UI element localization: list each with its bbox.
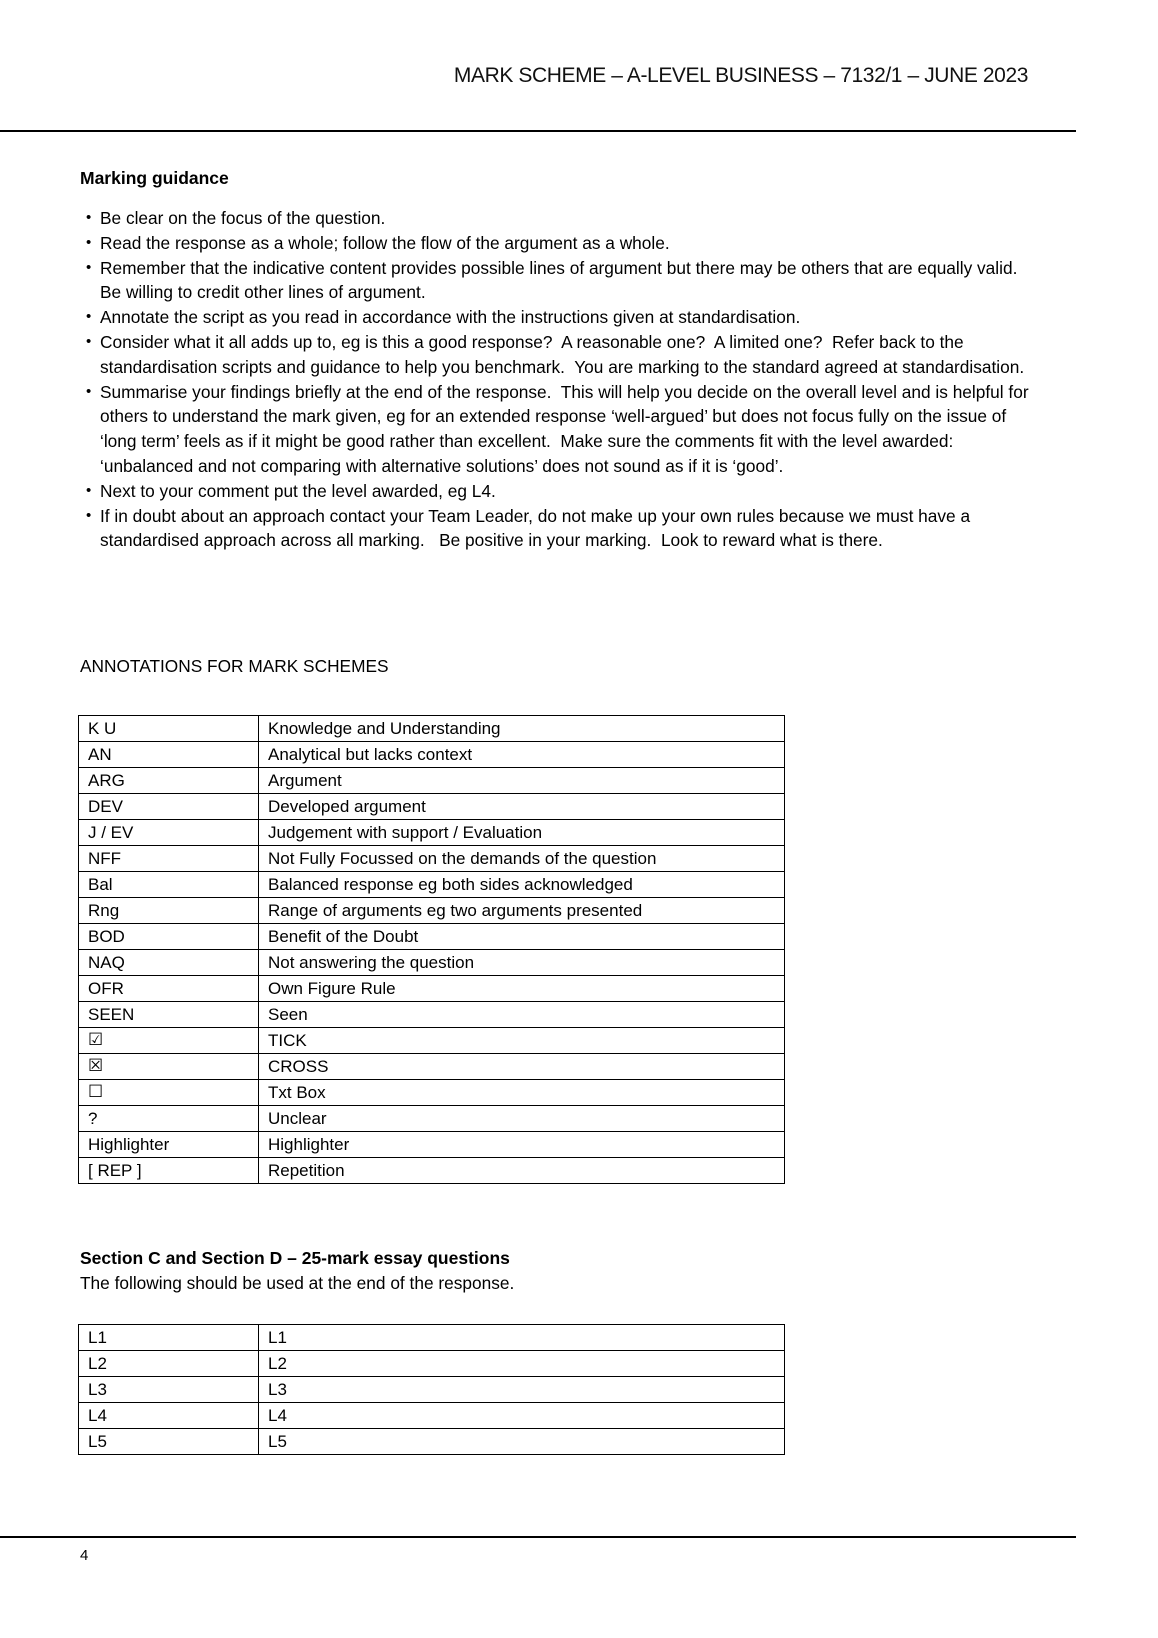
annotation-code: K U (79, 716, 259, 742)
levels-table-wrap (78, 1324, 785, 1455)
annotation-meaning: Own Figure Rule (259, 976, 785, 1002)
annotation-row (79, 1132, 785, 1158)
level-row (79, 1325, 785, 1351)
level-row (79, 1377, 785, 1403)
annotation-meaning: Developed argument (259, 794, 785, 820)
annotation-meaning: Benefit of the Doubt (259, 924, 785, 950)
marking-guidance-heading: Marking guidance (80, 168, 229, 188)
list-item (80, 479, 1030, 504)
annotation-code: NAQ (79, 950, 259, 976)
annotation-code: AN (79, 742, 259, 768)
annotation-meaning: Not answering the question (259, 950, 785, 976)
annotation-meaning: Unclear (259, 1106, 785, 1132)
list-item-text: Next to your comment put the level awarded, eg L4. (100, 480, 496, 501)
annotation-meaning: Judgement with support / Evaluation (259, 820, 785, 846)
annotation-code: J / EV (79, 820, 259, 846)
level-label: L1 (259, 1325, 785, 1351)
cross-checkbox-icon: ☒ (79, 1054, 259, 1080)
level-code: L2 (79, 1351, 259, 1377)
level-label: L5 (259, 1429, 785, 1455)
annotation-row (79, 1002, 785, 1028)
annotation-code: Bal (79, 872, 259, 898)
annotation-meaning: Seen (259, 1002, 785, 1028)
annotation-meaning: TICK (259, 1028, 785, 1054)
annotations-heading: ANNOTATIONS FOR MARK SCHEMES (80, 656, 389, 676)
level-row (79, 1351, 785, 1377)
annotation-code: DEV (79, 794, 259, 820)
annotation-row (79, 1028, 785, 1054)
page-number: 4 (80, 1547, 89, 1564)
list-item-text: Be clear on the focus of the question. (100, 208, 386, 228)
level-label: L3 (259, 1377, 785, 1403)
annotation-meaning: Analytical but lacks context (259, 742, 785, 768)
level-label: L4 (259, 1403, 785, 1429)
annotation-row (79, 950, 785, 976)
annotations-table-wrap (78, 715, 785, 1184)
annotation-meaning: Balanced response eg both sides acknowledged (259, 872, 785, 898)
annotation-code: NFF (79, 846, 259, 872)
annotation-meaning: Highlighter (259, 1132, 785, 1158)
list-item-text: Remember that the indicative content provides possible lines of argument but there may be others that are equally valid. Be willing to credit other lines of argument. (100, 257, 1027, 303)
section-cd-subtitle: The following should be used at the end of the response. (80, 1273, 515, 1293)
annotation-code: [ REP ] (79, 1158, 259, 1184)
annotation-row (79, 794, 785, 820)
levels-table (78, 1324, 785, 1455)
level-row (79, 1429, 785, 1455)
annotation-row (79, 872, 785, 898)
tick-checkbox-icon: ☑ (79, 1028, 259, 1054)
annotation-row (79, 1054, 785, 1080)
annotation-meaning: Range of arguments eg two arguments presented (259, 898, 785, 924)
list-item (80, 504, 1030, 554)
bullet-icon: • (86, 481, 92, 499)
list-item (80, 231, 1030, 256)
bullet-icon: • (86, 382, 92, 400)
list-item-text: Consider what it all adds up to, eg is this a good response? A reasonable one? A limited one? Refer back to the standardisation scripts and guidance to help you benchmark. You are marking to the standard agreed at standardisation. (100, 331, 1025, 377)
header-rule (0, 130, 1076, 132)
list-item (80, 206, 1030, 231)
annotation-row (79, 924, 785, 950)
bullet-icon: • (86, 308, 92, 326)
marking-guidance-list (80, 206, 1034, 553)
annotation-code: ARG (79, 768, 259, 794)
level-code: L3 (79, 1377, 259, 1403)
section-cd-heading: Section C and Section D – 25-mark essay questions (80, 1248, 510, 1268)
annotation-code: SEEN (79, 1002, 259, 1028)
annotation-row (79, 716, 785, 742)
level-row (79, 1403, 785, 1429)
bullet-icon: • (86, 332, 92, 350)
list-item (80, 305, 1030, 330)
annotation-meaning: Not Fully Focussed on the demands of the question (259, 846, 785, 872)
footer-rule (0, 1536, 1076, 1538)
annotation-meaning: Repetition (259, 1158, 785, 1184)
annotation-code: BOD (79, 924, 259, 950)
list-item-text: Summarise your findings briefly at the end of the response. This will help you decide on the overall level and is helpful for others to understand the mark given, eg for an extended response ‘well-argued’ but does not focus fully on the issue of ‘long term’ feels as if it might be good rather than excellent. Make sure the comments fit with the level awarded: ‘unbalanced and not comparing with alternative solutions’ does not sound as if it is ‘good’. (100, 381, 1034, 476)
annotation-code: Rng (79, 898, 259, 924)
annotation-row (79, 768, 785, 794)
list-item-text: Annotate the script as you read in accordance with the instructions given at standardisation. (100, 307, 801, 328)
list-item-text: If in doubt about an approach contact your Team Leader, do not make up your own rules because we must have a standardised approach across all marking. Be positive in your marking. Look to reward what is there. (100, 505, 975, 551)
annotation-code: Highlighter (79, 1132, 259, 1158)
annotation-row (79, 1158, 785, 1184)
empty-box-icon: ☐ (79, 1080, 259, 1106)
level-code: L1 (79, 1325, 259, 1351)
annotation-code: OFR (79, 976, 259, 1002)
annotation-row (79, 898, 785, 924)
level-code: L4 (79, 1403, 259, 1429)
list-item (80, 380, 1034, 479)
annotation-row (79, 976, 785, 1002)
list-item (80, 330, 1030, 380)
annotation-meaning: Txt Box (259, 1080, 785, 1106)
annotation-row (79, 820, 785, 846)
annotation-row (79, 1106, 785, 1132)
annotation-code: ? (79, 1106, 259, 1132)
annotation-meaning: CROSS (259, 1054, 785, 1080)
bullet-icon: • (86, 506, 92, 524)
bullet-icon: • (86, 258, 92, 276)
header-title: MARK SCHEME – A-LEVEL BUSINESS – 7132/1 – JUNE 2023 (453, 64, 1028, 87)
level-code: L5 (79, 1429, 259, 1455)
annotations-table (78, 715, 785, 1184)
list-item (80, 256, 1030, 306)
bullet-icon: • (86, 209, 92, 226)
bullet-icon: • (86, 233, 92, 251)
level-label: L2 (259, 1351, 785, 1377)
annotation-row (79, 846, 785, 872)
annotation-row (79, 742, 785, 768)
annotation-meaning: Argument (259, 768, 785, 794)
list-item-text: Read the response as a whole; follow the flow of the argument as a whole. (100, 232, 670, 253)
annotation-meaning: Knowledge and Understanding (259, 716, 785, 742)
annotation-row (79, 1080, 785, 1106)
